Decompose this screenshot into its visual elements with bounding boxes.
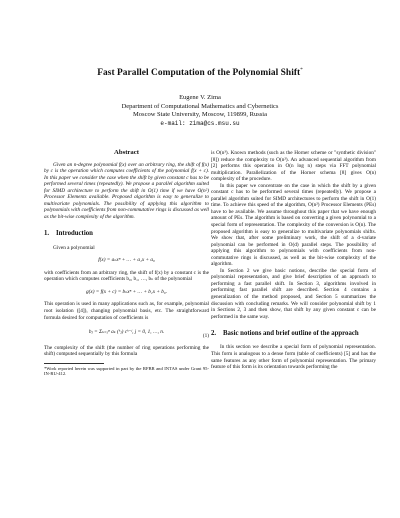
- author-name: Eugene V. Zima: [179, 94, 221, 101]
- intro-paragraph-3: This operation is used in many applications such as, for example, polynomial root isolation ([4]), changing polynomial basis, etc. The straightforward formula desired for computation of coefficients is: [44, 301, 209, 321]
- title-text: Fast Parallel Computation of the Polynomial Shift: [97, 68, 301, 79]
- section-1-title: Introduction: [56, 230, 93, 238]
- equation-1: [44, 329, 209, 340]
- abstract-heading: Abstract: [114, 149, 139, 156]
- section-2-paragraph-1: In this section we describe a special form of polynomial representation. This form is analogous to a dense form (table of coefficients) [5] and has the same features as any other form of polynomial representation. The primary feature of this form is its orientation towards performing the: [211, 344, 376, 371]
- title-footnote-mark: *: [300, 68, 303, 73]
- equation-1-number: (1): [202, 333, 209, 340]
- left-column: [44, 150, 209, 377]
- section-1-heading: [44, 230, 209, 238]
- section-2-heading: [211, 330, 376, 338]
- intro-paragraph-4: The complexity of the shift (the number of ring operations performing the shift) computed sequentially by this formula: [44, 344, 209, 358]
- right-paragraph-1: is O(n³). Known methods (such as the Horner scheme or "synthetic division" [8]) reduce the complexity to O(n²). An advanced sequential algorithm from [2] performs this operation in O(n log n) steps via FFT polynomial multiplication. Parallelization of the Horner schema [8] gives O(n) complexity of the procedure.: [211, 150, 376, 183]
- right-paragraph-3: In Section 2 we give basic notions, describe the special form of polynomial representation, and give brief description of an approach to performing a fast parallel shift. In Section 3, algorithms involved in performing fast parallel shift are described. Section 4 contains a generalization of the method proposed, and Section 5 summarizes the discussion with concluding remarks. We will consider polynomial shift by 1 in Sections 2, 3 and then show, that shift by any given constant c can be performed in the same way.: [211, 267, 376, 320]
- intro-paragraph-2: with coefficients from an arbitrary ring, the shift of f(x) by a constant c is the operation which computes coefficients b₀, b₁, …, bₙ of the polynomial: [44, 269, 209, 283]
- footnote-rule: [44, 363, 104, 364]
- affiliation-line-2: Moscow State University, Moscow, 119899, Russia: [133, 111, 267, 119]
- author-block: [0, 94, 400, 128]
- right-paragraph-2: In this paper we concentrate on the case in which the shift by a given constant c has to be performed several times (repeatedly). We propose a parallel algorithm suited for SIMD architectures to perform the shift in O(1) time. To achieve this speed of the algorithm, O(n²) Processor Elements (PEs) have to be available. We assume throughout this paper that we have enough amount of PEs. The algorithm is based on converting a given polynomial to a special form of representation. The complexity of the conversion is O(n). The proposed algorithm is easy to generalize to multivariate polynomials shifts. We show that, after some preliminary work, the shift of a d-variate polynomial can be performed in O(d) parallel steps. The possibility of applying this algorithm to polynomials with coefficients from non-commutative rings is discussed, as well as the bit-wise complexity of the algorithm.: [211, 182, 376, 268]
- footnote: *Work reported herein was supported in part by the RFBR and INTAS under Grant 95-IN-RU-412.: [44, 365, 209, 377]
- intro-paragraph-1: Given a polynomial: [53, 244, 95, 251]
- right-column: [211, 150, 376, 371]
- equation-1-body: bⱼ = Σₖ₌ⱼⁿ aₖ (ᵏⱼ) cᵏ⁻ʲ, j = 0, 1, …, n.: [88, 329, 165, 336]
- section-2-title: Basic notions and brief outline of the approach: [223, 330, 359, 338]
- affiliation-line-1: Department of Computational Mathematics and Cybernetics: [121, 102, 279, 110]
- abstract-text: Given an n-degree polynomial f(x) over an arbitrary ring, the shift of f(x) by c is the operation which computes coefficients of the polynomial f(x + c). In this paper we consider the case when the shift by given constant c has to be performed several times (repeatedly). We propose a parallel algorithm suited for SIMD architecture to perform the shift in O(1) time if we have O(n²) Processor Elements available. Proposed algorithm is easy to generalize to multivariate polynomials. The possibility of applying this algorithm to polynomials with coefficients from non-commutative rings is discussed as well as the bit-wise complexity of the algorithm.: [44, 161, 209, 220]
- equation-shift: g(x) = f(x + c) = bₙxⁿ + … + b₁x + b₀.: [85, 288, 168, 295]
- equation-polynomial: f(x) = aₙxⁿ + … + a₁x + a₀: [98, 257, 155, 264]
- section-2-number: 2.: [211, 330, 217, 338]
- section-1-number: 1.: [44, 230, 50, 238]
- author-email: e-mail: zima@cs.msu.su: [160, 119, 240, 127]
- paper-title: [0, 68, 400, 78]
